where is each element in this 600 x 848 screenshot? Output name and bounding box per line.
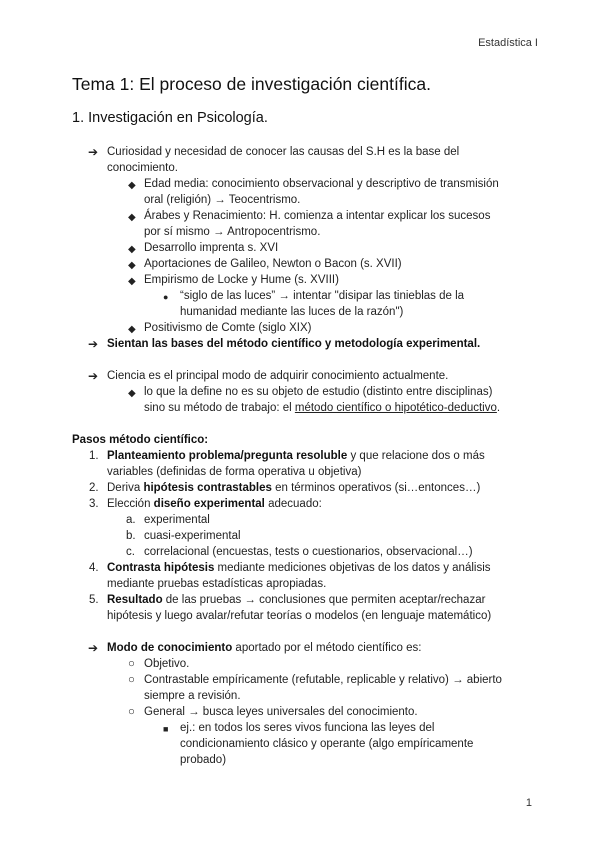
page-header: Estadística I (478, 37, 538, 49)
paso-2-text: en términos operativos (si…entonces…) (271, 482, 481, 494)
ejemplo-line: ej.: en todos los seres vivos funciona las leyes del (180, 722, 435, 734)
arrow-bullet-icon: ➔ (88, 369, 99, 383)
ejemplo-line: condicionamiento clásico y operante (algo empíricamente (180, 738, 474, 750)
list-letter: a. (126, 514, 136, 526)
list-item-luces: “siglo de las luces” → intentar "disipar las tinieblas de la (180, 290, 465, 302)
arrow-bullet-icon: ➔ (88, 641, 99, 655)
paso-3 (107, 497, 322, 512)
diamond-bullet-icon: ◆ (128, 212, 136, 223)
pasos-heading: Pasos método científico: (72, 434, 209, 446)
paso-2-pre: Deriva (107, 482, 144, 494)
ciencia-line: Ciencia es el principal modo de adquirir conocimiento actualmente. (107, 370, 449, 382)
paso-5-bold: Resultado (107, 594, 163, 606)
diamond-bullet-icon: ◆ (128, 244, 136, 255)
diseno-option: correlacional (encuestas, tests o cuestionarios, observacional…) (144, 546, 473, 558)
modo-line (107, 641, 421, 656)
paso-5-line2: hipótesis y luego avalar/refutar teorías o modelos (en lenguaje matemático) (107, 610, 492, 622)
paso-5 (107, 593, 485, 608)
square-bullet-icon: ■ (163, 724, 169, 734)
define-text: sino su método de trabajo: el (144, 402, 295, 414)
modo-item-contrastable: Contrastable empíricamente (refutable, replicable y relativo) → abierto (144, 674, 502, 686)
list-item-arabes: Árabes y Renacimiento: H. comienza a intentar explicar los sucesos (144, 210, 491, 222)
paso-3-pre: Elección (107, 498, 154, 510)
modo-item-objetivo: Objetivo. (144, 658, 190, 670)
paso-1-text: y que relacione dos o más (347, 450, 485, 462)
paso-5-text: de las pruebas → conclusiones que permiten aceptar/rechazar (162, 594, 486, 606)
metodo-cientifico-underline: método científico o hipotético-deductivo (294, 402, 497, 414)
document-title: Tema 1: El proceso de investigación científica. (72, 74, 431, 94)
diamond-bullet-icon: ◆ (128, 260, 136, 271)
paso-2-bold: hipótesis contrastables (143, 482, 272, 494)
circle-bullet-icon: ○ (128, 658, 135, 670)
define-period: . (496, 402, 501, 414)
list-item-aportaciones: Aportaciones de Galileo, Newton o Bacon (s. XVII) (144, 258, 402, 270)
define-line (144, 401, 500, 416)
arrow-bullet-icon: ➔ (88, 337, 99, 351)
list-letter: c. (126, 546, 135, 558)
list-item-luces: humanidad mediante las luces de la razón") (180, 306, 404, 318)
intro-line: conocimiento. (107, 162, 178, 174)
diamond-bullet-icon: ◆ (128, 276, 136, 287)
modo-item-contrastable: siempre a revisión. (144, 690, 241, 702)
paso-1-bold: Planteamiento problema/pregunta resoluble (107, 450, 348, 462)
bases-line: Sientan las bases del método científico y metodología experimental. (107, 338, 481, 350)
page-number: 1 (525, 797, 532, 809)
paso-1 (107, 449, 485, 464)
paso-2 (107, 481, 480, 496)
paso-4-text: mediante mediciones objetivas de los datos y análisis (214, 562, 491, 574)
list-number: 2. (89, 482, 99, 494)
paso-3-bold: diseño experimental (153, 498, 265, 510)
paso-3-text: adecuado: (264, 498, 322, 510)
circle-bullet-icon: ○ (128, 706, 135, 718)
ejemplo-line: probado) (180, 754, 227, 766)
diamond-bullet-icon: ◆ (128, 180, 136, 191)
diamond-bullet-icon: ◆ (128, 324, 136, 335)
list-number: 1. (89, 450, 99, 462)
section-heading: 1. Investigación en Psicología. (72, 110, 268, 126)
arrow-bullet-icon: ➔ (88, 145, 99, 159)
paso-4-bold: Contrasta hipótesis (107, 562, 215, 574)
define-line: lo que la define no es su objeto de estudio (distinto entre disciplinas) (144, 386, 493, 398)
diseno-option: experimental (144, 514, 210, 526)
diamond-bullet-icon: ◆ (128, 388, 136, 399)
list-item-arabes: por sí mismo → Antropocentrismo. (144, 226, 321, 238)
list-letter: b. (126, 530, 136, 542)
list-item-empirismo: Empirismo de Locke y Hume (s. XVIII) (144, 274, 339, 286)
circle-bullet-icon: ○ (128, 674, 135, 686)
list-item-positivismo: Positivismo de Comte (siglo XIX) (144, 322, 312, 334)
modo-item-general: General → busca leyes universales del conocimiento. (144, 706, 418, 718)
list-item-imprenta: Desarrollo imprenta s. XVI (144, 242, 279, 254)
modo-text: aportado por el método científico es: (232, 642, 422, 654)
diseno-option: cuasi-experimental (144, 530, 241, 542)
paso-4 (107, 561, 491, 576)
paso-1-line2: variables (definidas de forma operativa u objetiva) (107, 466, 362, 478)
list-number: 4. (89, 562, 99, 574)
modo-bold: Modo de conocimiento (107, 642, 233, 654)
dot-bullet-icon: ● (163, 292, 169, 302)
list-number: 3. (89, 498, 99, 510)
list-item-edad-media: Edad media: conocimiento observacional y descriptivo de transmisión (144, 178, 499, 190)
list-number: 5. (89, 594, 99, 606)
list-item-edad-media: oral (religión) → Teocentrismo. (144, 194, 301, 206)
paso-4-line2: mediante pruebas estadísticas apropiadas. (107, 578, 327, 590)
intro-line: Curiosidad y necesidad de conocer las causas del S.H es la base del (107, 146, 460, 158)
